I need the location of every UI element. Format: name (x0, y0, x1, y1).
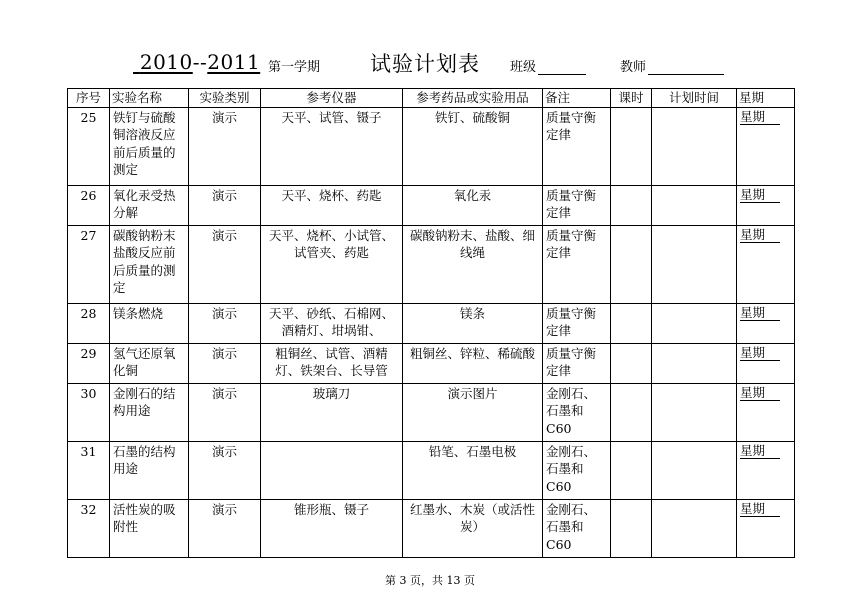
week-label: 星期 (740, 187, 780, 203)
week-label: 星期 (740, 305, 780, 321)
term-label: 第一学期 (268, 60, 321, 75)
week-label: 星期 (740, 227, 780, 243)
col-header-reagents: 参考药品或实验用品 (403, 89, 543, 108)
year-start: 2010 (139, 50, 193, 74)
table-row (68, 225, 795, 303)
cell-no: 30 (68, 383, 110, 441)
class-label: 班级 (510, 60, 537, 75)
col-header-plan-time: 计划时间 (652, 89, 737, 108)
cell-week (737, 107, 795, 185)
cell-no: 28 (68, 303, 110, 343)
cell-hours (611, 107, 652, 185)
year-end: 2011 (207, 50, 261, 74)
cell-reagents: 粗铜丝、锌粒、稀硫酸 (403, 343, 543, 383)
table-row (68, 343, 795, 383)
table-row (68, 303, 795, 343)
cell-apparatus: 玻璃刀 (261, 383, 403, 441)
cell-apparatus: 天平、烧杯、小试管、试管夹、药匙 (261, 225, 403, 303)
table-row (68, 499, 795, 557)
cell-type: 演示 (189, 383, 261, 441)
cell-name: 氧化汞受热分解 (110, 185, 189, 225)
class-field (510, 56, 586, 75)
page-title: 试验计划表 (370, 52, 480, 76)
cell-plan-time (652, 185, 737, 225)
cell-hours (611, 185, 652, 225)
cell-hours (611, 343, 652, 383)
cell-note: 金刚石、石墨和C60 (543, 383, 611, 441)
page-header (0, 44, 860, 78)
cell-note: 质量守衡定律 (543, 343, 611, 383)
cell-reagents: 氧化汞 (403, 185, 543, 225)
school-year (133, 50, 260, 74)
cell-hours (611, 225, 652, 303)
cell-plan-time (652, 441, 737, 499)
cell-name: 石墨的结构用途 (110, 441, 189, 499)
cell-type: 演示 (189, 107, 261, 185)
col-header-type: 实验类别 (189, 89, 261, 108)
cell-apparatus: 粗铜丝、试管、酒精灯、铁架台、长导管 (261, 343, 403, 383)
col-header-week: 星期 (737, 89, 795, 108)
cell-week (737, 441, 795, 499)
cell-reagents: 红墨水、木炭（或活性炭） (403, 499, 543, 557)
col-header-apparatus: 参考仪器 (261, 89, 403, 108)
table-row (68, 441, 795, 499)
cell-name: 碳酸钠粉末盐酸反应前后质量的测定 (110, 225, 189, 303)
cell-hours (611, 499, 652, 557)
page-footer: 第 3 页，共 13 页 (385, 574, 475, 587)
cell-week (737, 225, 795, 303)
week-label: 星期 (740, 501, 780, 517)
teacher-field (620, 56, 724, 75)
cell-type: 演示 (189, 343, 261, 383)
cell-reagents: 铅笔、石墨电极 (403, 441, 543, 499)
class-blank (538, 60, 586, 75)
cell-week (737, 303, 795, 343)
cell-plan-time (652, 499, 737, 557)
teacher-blank (648, 60, 724, 75)
cell-apparatus: 天平、烧杯、药匙 (261, 185, 403, 225)
cell-name: 镁条燃烧 (110, 303, 189, 343)
cell-reagents: 铁钉、硫酸铜 (403, 107, 543, 185)
cell-plan-time (652, 303, 737, 343)
cell-hours (611, 383, 652, 441)
cell-hours (611, 441, 652, 499)
cell-type: 演示 (189, 185, 261, 225)
cell-note: 质量守衡定律 (543, 225, 611, 303)
col-header-name: 实验名称 (110, 89, 189, 108)
cell-week (737, 343, 795, 383)
cell-note: 金刚石、石墨和C60 (543, 499, 611, 557)
cell-hours (611, 303, 652, 343)
year-separator: -- (192, 50, 208, 74)
cell-no: 26 (68, 185, 110, 225)
cell-plan-time (652, 383, 737, 441)
table-row (68, 107, 795, 185)
col-header-no: 序号 (68, 89, 110, 108)
cell-no: 25 (68, 107, 110, 185)
cell-reagents: 镁条 (403, 303, 543, 343)
teacher-label: 教师 (620, 60, 647, 75)
cell-name: 氢气还原氧化铜 (110, 343, 189, 383)
col-header-hours: 课时 (611, 89, 652, 108)
experiment-plan-table (67, 88, 795, 558)
week-label: 星期 (740, 385, 780, 401)
cell-type: 演示 (189, 499, 261, 557)
cell-no: 32 (68, 499, 110, 557)
cell-no: 31 (68, 441, 110, 499)
cell-type: 演示 (189, 225, 261, 303)
col-header-note: 备注 (543, 89, 611, 108)
table-row (68, 383, 795, 441)
cell-apparatus (261, 441, 403, 499)
week-label: 星期 (740, 109, 780, 125)
cell-apparatus: 天平、砂纸、石棉网、酒精灯、坩埚钳、 (261, 303, 403, 343)
table-row (68, 185, 795, 225)
cell-note: 质量守衡定律 (543, 107, 611, 185)
cell-plan-time (652, 225, 737, 303)
cell-apparatus: 天平、试管、镊子 (261, 107, 403, 185)
week-label: 星期 (740, 443, 780, 459)
cell-apparatus: 锥形瓶、镊子 (261, 499, 403, 557)
cell-type: 演示 (189, 303, 261, 343)
cell-week (737, 383, 795, 441)
cell-no: 27 (68, 225, 110, 303)
cell-name: 活性炭的吸附性 (110, 499, 189, 557)
cell-note: 质量守衡定律 (543, 185, 611, 225)
cell-plan-time (652, 343, 737, 383)
cell-name: 金刚石的结构用途 (110, 383, 189, 441)
cell-note: 金刚石、石墨和C60 (543, 441, 611, 499)
cell-plan-time (652, 107, 737, 185)
table-header-row (68, 89, 795, 108)
cell-reagents: 碳酸钠粉末、盐酸、细线绳 (403, 225, 543, 303)
cell-week (737, 499, 795, 557)
cell-name: 铁钉与硫酸铜溶液反应前后质量的测定 (110, 107, 189, 185)
cell-type: 演示 (189, 441, 261, 499)
cell-note: 质量守衡定律 (543, 303, 611, 343)
cell-no: 29 (68, 343, 110, 383)
cell-week (737, 185, 795, 225)
cell-reagents: 演示图片 (403, 383, 543, 441)
week-label: 星期 (740, 345, 780, 361)
